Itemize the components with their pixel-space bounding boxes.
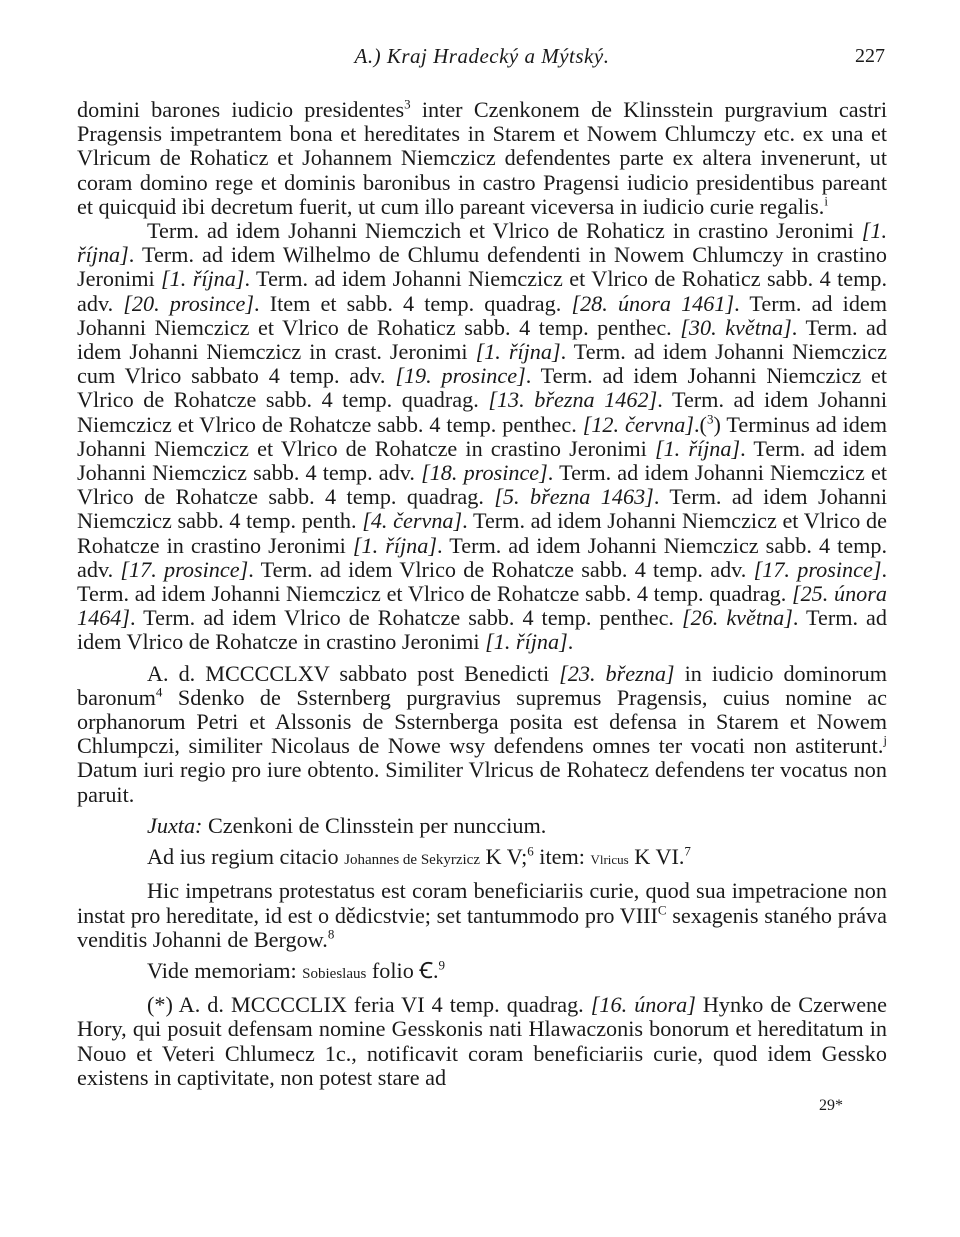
date-note: [23. března] xyxy=(559,660,675,686)
text-run: Vide memoriam: xyxy=(147,957,303,983)
date-note: [4. června] xyxy=(362,508,463,534)
text-run: folio xyxy=(366,957,420,983)
date-note: [1. října] xyxy=(654,435,741,461)
folio-symbol: Ꞓ xyxy=(419,957,433,983)
text-run: K V; xyxy=(479,844,528,870)
date-note: [13. března 1462] xyxy=(488,387,658,413)
text-run: sexagenis staného práva venditis Johanni de Bergow. xyxy=(77,902,887,952)
signature-mark: 29* xyxy=(819,1096,843,1114)
date-note: [17. prosince] xyxy=(120,556,249,582)
text-run: (*) A. d. MCCCCLIX feria VI 4 temp. quadrag. xyxy=(147,992,591,1018)
page-number: 227 xyxy=(855,45,885,67)
person-name: Johannes de Sekyrzicz xyxy=(344,852,480,869)
text-run: .( xyxy=(694,411,707,437)
text-run: Hic impetrans protestatus est coram beneficiariis curie, quod sua impetracione non instat pro hereditate, id est o dědicstvie; set tantummodo pro VIII xyxy=(77,878,887,928)
paragraph-7 xyxy=(77,959,887,986)
date-note: [18. prosince] xyxy=(421,460,548,486)
footnote-ref: 9 xyxy=(438,957,446,973)
date-note: [30. května] xyxy=(680,314,792,340)
text-run: K VI. xyxy=(628,844,685,870)
date-note: [19. prosince] xyxy=(395,363,526,389)
text-run: . Term. ad idem Johanni Niemczicz et Vlrico de Rohaticz sabb. 4 temp. adv. xyxy=(77,266,887,316)
person-name: Vlricus xyxy=(590,852,629,868)
text-run: . Term. ad idem Johanni Niemczicz et Vlrico de Rohatcze sabb. 4 temp. quadrag. xyxy=(77,556,887,607)
text-run: inter Czenkonem de Klinsstein purgravium castri Pragensis impetrantem bona et hereditates in Starem et Nowem Chlumczy etc. ex una et Vlricum de Rohaticz et Johannem Niemczicz defendentes parte ex altera invenerunt, ut coram domino rege et dominis baronibus in castro Pragensi iudicio presidentibus pareant et quicquid ibi decretum fuerit, ut cum illo pareant viceversa in iudicio curie regalis. xyxy=(77,97,887,219)
date-note: [26. května] xyxy=(681,605,793,631)
paragraph-4 xyxy=(77,814,887,838)
text-run: . Term. ad idem Johanni Niemczicz sabb. 4 temp. penth. xyxy=(77,484,887,534)
date-note: [1. října] xyxy=(352,532,438,558)
date-note: [1. října] xyxy=(475,339,561,365)
date-note: [5. března 1463] xyxy=(494,484,654,510)
text-run: . Item et sabb. 4 temp. quadrag. xyxy=(254,290,572,316)
paragraph-1 xyxy=(77,98,887,219)
text-run: Czenkoni de Clinsstein per nunccium. xyxy=(202,812,547,838)
date-note: [1. října] xyxy=(77,218,887,268)
text-run: in iudicio dominorum baronum xyxy=(77,660,887,710)
date-note: [16. února] xyxy=(590,992,696,1018)
text-run: . Term. ad idem Johanni Niemczicz et Vlrico de Rohatcze sabb. 4 temp. quadrag. xyxy=(77,363,887,413)
text-run: . Term. ad idem Wilhelmo de Chlumu defendenti in Nowem Chlumczy in crastino Jeronimi xyxy=(77,242,887,292)
text-run: ) Terminus ad idem Johanni Niemczicz et Vlrico de Rohatcze in crastino Jeronimi xyxy=(77,411,887,461)
text-run: . xyxy=(567,629,574,655)
text-run: . xyxy=(433,957,439,983)
page xyxy=(77,44,887,1118)
text-run: . Term. ad idem Johanni Niemczicz et Vlrico de Rohatcze sabb. 4 temp. penthec. xyxy=(77,387,887,437)
text-run: . Term. ad idem Johanni Niemczicz sabb. 4 temp. adv. xyxy=(77,532,888,582)
date-note: [12. června] xyxy=(582,411,694,437)
running-title: A.) Kraj Hradecký a Mýtský. xyxy=(354,44,610,68)
text-run: item: xyxy=(533,844,591,870)
date-note: [1. října] xyxy=(161,266,245,292)
date-note: [20. prosince] xyxy=(123,290,255,316)
text-run: A. d. MCCCCLXV sabbato post Benedicti xyxy=(147,660,560,686)
text-run: . Term. ad idem Johanni Niemczicz et Vlrico de Rohatcze in crastino Jeronimi xyxy=(77,508,887,558)
text-run: . Term. ad idem Johanni Niemczicz in crast. Jeronimi xyxy=(77,314,887,365)
footnote-ref: 6 xyxy=(527,843,534,859)
text-run: Ad ius regium citacio xyxy=(147,844,345,870)
footnote-ref: 4 xyxy=(155,684,163,700)
paragraph-3 xyxy=(77,662,887,807)
paragraph-5 xyxy=(77,845,887,872)
text-run: Term. ad idem Johanni Niemczich et Vlrico de Rohaticz in crastino Jeronimi xyxy=(147,218,862,244)
text-run: domini barones iudicio presidentes xyxy=(77,97,405,122)
text-run: Sdenko de Ssternberg purgravius supremus Pragensis, cuius nomine ac orphanorum Petri et Alssonis de Ssternberga posita est defensa in Starem et Nowem Chlumpczi, similiter Nicolaus de Nowe wsy defendens omnes ter vocati non astiterunt. xyxy=(77,684,887,759)
text-run: . Term. ad idem Johanni Niemczicz cum Vlrico sabbato 4 temp. adv. xyxy=(77,339,887,389)
text-run: . Term. ad idem Johanni Niemczicz et Vlrico de Rohatcze sabb. 4 temp. quadrag. xyxy=(77,460,887,510)
footnote-ref: 3 xyxy=(706,411,714,427)
text-run: Hynko de Czerwene Hory, qui posuit defensam nomine Gesskonis nati Hlawaczonis bonorum et hereditatum in Nouo et Veteri Chlumecz 1c., notificavit coram beneficiariis curie, quod idem Gessko existens in captivitate, non potest stare ad xyxy=(77,992,888,1090)
date-note: [28. února 1461] xyxy=(571,290,735,316)
juxta-label: Juxta: xyxy=(147,812,203,838)
footnote-ref: j xyxy=(883,732,887,748)
paragraph-6 xyxy=(77,879,887,952)
person-name: Sobieslaus xyxy=(302,965,367,982)
text-run: . Term. ad idem Vlrico de Rohatcze in crastino Jeronimi xyxy=(77,605,887,655)
footnote-ref: 3 xyxy=(404,96,411,112)
text-run: . Term. ad idem Johanni Niemczicz sabb. 4 temp. adv. xyxy=(77,435,887,486)
footnote-ref: 7 xyxy=(684,843,691,859)
superscript: C xyxy=(657,902,667,918)
running-header xyxy=(77,44,887,76)
text-run: . Term. ad idem Johanni Niemczicz et Vlrico de Rohaticz sabb. 4 temp. penthec. xyxy=(77,290,888,340)
paragraph-2 xyxy=(77,219,887,655)
date-note: [25. února 1464] xyxy=(77,581,887,631)
text-run: . Term. ad idem Vlrico de Rohatcze sabb. 4 temp. penthec. xyxy=(130,605,682,631)
footnote-ref: i xyxy=(824,193,828,209)
footnote-ref: 8 xyxy=(327,926,335,942)
date-note: [17. prosince] xyxy=(753,556,882,582)
text-run: . Term. ad idem Vlrico de Rohatcze sabb. 4 temp. adv. xyxy=(248,556,754,582)
text-run: Datum iuri regio pro iure obtento. Similiter Vlricus de Rohatecz defendens ter vocatus non paruit. xyxy=(77,757,887,807)
paragraph-8 xyxy=(77,993,887,1090)
date-note: [1. října] xyxy=(485,629,568,655)
